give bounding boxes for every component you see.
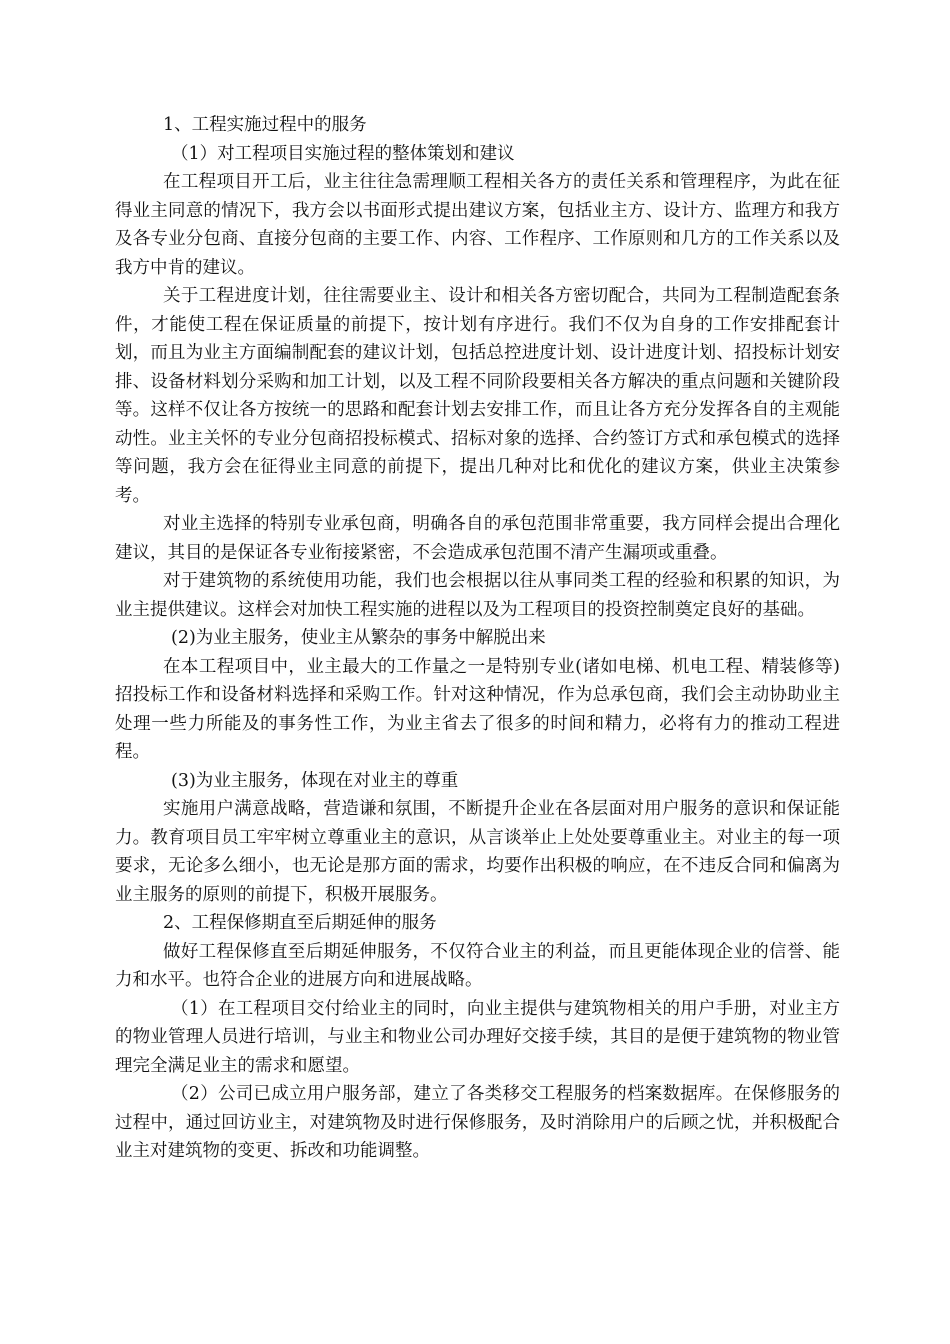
paragraph-service-department: （2）公司已成立用户服务部，建立了各类移交工程服务的档案数据库。在保修服务的过程中，通过回访业主，对建筑物及时进行保修服务，及时消除用户的后顾之忧，并积极配合业主对建筑物的变更、拆改和功能调整。 [115,1084,840,1161]
paragraph-user-manual: （1）在工程项目交付给业主的同时，向业主提供与建筑物相关的用户手册，对业主方的物业管理人员进行培训，与业主和物业公司办理好交接手续，其目的是便于建筑物的物业管理完全满足业主的需求和愿望。 [115,998,840,1076]
subsection-heading-1-3: (3)为业主服务，体现在对业主的尊重 [171,770,459,791]
paragraph-schedule-plan: 关于工程进度计划，往往需要业主、设计和相关各方密切配合，共同为工程制造配套条件，才能使工程在保证质量的前提下，按计划有序进行。我们不仅为自身的工作安排配套计划，而且为业主方面编制配套的建议计划，包括总控进度计划、设计进度计划、招投标计划安排、设备材料划分采购和加工计划，以及工程不同阶段要相关各方解决的重点问题和关键阶段等。这样不仅让各方按统一的思路和配套计划去安排工作，而且让各方充分发挥各自的主观能动性。业主关怀的专业分包商招投标模式、招标对象的选择、合约签订方式和承包模式的选择等问题，我方会在征得业主同意的前提下，提出几种对比和优化的建议方案，供业主决策参考。 [115,286,840,506]
paragraph-project-start: 在工程项目开工后，业主往往急需理顺工程相关各方的责任关系和管理程序，为此在征得业主同意的情况下，我方会以书面形式提出建议方案，包括业主方、设计方、监理方和我方及各专业分包商、直接分包商的主要工作、内容、工作程序、工作原则和几方的工作关系以及我方中肯的建议。 [115,172,840,278]
subsection-heading-1-1: （1）对工程项目实施过程的整体策划和建议 [171,143,515,164]
paragraph-owner-workload: 在本工程项目中，业主最大的工作量之一是特别专业(诸如电梯、机电工程、精装修等)招投标工作和设备材料选择和采购工作。针对这种情况，作为总承包商，我们会主动协助业主处理一些力所能及的事务性工作，为业主省去了很多的时间和精力，必将有力的推动工程进程。 [115,656,840,762]
paragraph-satisfaction-strategy: 实施用户满意战略，营造谦和氛围，不断提升企业在各层面对用户服务的意识和保证能力。教育项目员工牢牢树立尊重业主的意识，从言谈举止上处处要尊重业主。对业主的每一项要求，无论多么细小，也无论是那方面的需求，均要作出积极的响应，在不违反合同和偏离为业主服务的原则的前提下，积极开展服务。 [115,799,840,905]
paragraph-building-functions: 对于建筑物的系统使用功能，我们也会根据以往从事同类工程的经验和积累的知识，为业主提供建议。这样会对加快工程实施的进程以及为工程项目的投资控制奠定良好的基础。 [115,571,840,620]
section-heading-1: 1、工程实施过程中的服务 [163,115,367,135]
document-body [115,111,840,1166]
section-heading-2: 2、工程保修期直至后期延伸的服务 [163,913,437,933]
paragraph-warranty-service: 做好工程保修直至后期延伸服务，不仅符合业主的利益，而且更能体现企业的信誉、能力和水平。也符合企业的进展方向和进展战略。 [115,941,840,990]
subsection-heading-1-2: (2)为业主服务，使业主从繁杂的事务中解脱出来 [171,628,546,648]
paragraph-special-contractors: 对业主选择的特别专业承包商，明确各自的承包范围非常重要，我方同样会提出合理化建议，其目的是保证各专业衔接紧密，不会造成承包范围不清产生漏项或重叠。 [115,514,840,563]
